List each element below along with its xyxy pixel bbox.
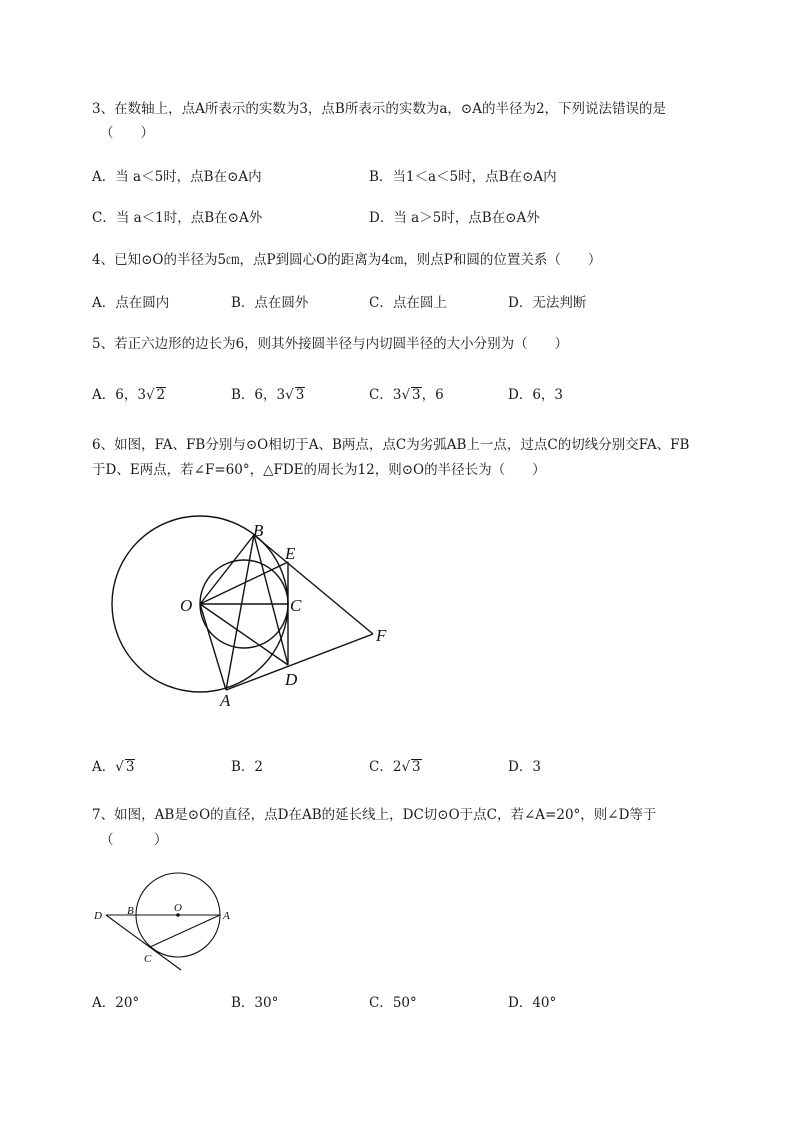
option-letter: A． xyxy=(92,759,116,775)
q3-option-b: B．当1＜a＜5时，点B在⊙A内 xyxy=(369,169,557,185)
q5-option-d xyxy=(508,386,563,404)
q6-stem-line-2: 于D、E两点，若∠F=60°，△FDE的周长为12，则⊙O的半径长为（ ） xyxy=(92,462,546,478)
segment-af xyxy=(226,634,373,690)
q4-option-d: D．无法判断 xyxy=(508,295,587,311)
q3-option-c: C．当 a＜1时，点B在⊙A外 xyxy=(92,210,263,226)
q7-option-a: A．20° xyxy=(92,995,140,1011)
q5-option-c xyxy=(369,386,444,404)
q4-option-a: A．点在圆内 xyxy=(92,295,170,311)
q6-figure xyxy=(100,510,410,710)
q7-option-b: B．30° xyxy=(231,995,279,1011)
label-c: C xyxy=(290,596,302,615)
option-letter: D． xyxy=(508,759,533,775)
option-letter: C． xyxy=(369,759,393,775)
radicand: 3 xyxy=(125,759,135,775)
label-d: D xyxy=(285,670,298,689)
option-letter: D． xyxy=(508,387,533,403)
segment-ob xyxy=(200,535,254,604)
q6-stem-line-1: 6、如图，FA、FB分别与⊙O相切于A、B两点，点C为劣弧AB上一点，过点C的切线分别交FA、FB xyxy=(92,437,690,453)
q6-option-d xyxy=(508,758,541,776)
option-value: 3 xyxy=(392,387,402,403)
q3-option-d: D．当 a＞5时，点B在⊙A外 xyxy=(369,210,540,226)
label-e: E xyxy=(285,544,296,563)
q3-stem: 3、在数轴上，点A所表示的实数为3，点B所表示的实数为a，⊙A的半径为2，下列说法错误的是 xyxy=(92,101,667,117)
option-letter: A． xyxy=(92,387,116,403)
option-letter: C． xyxy=(369,387,393,403)
q4-stem: 4、已知⊙O的半径为5㎝，点P到圆心O的距离为4㎝，则点P和圆的位置关系（ ） xyxy=(92,252,602,268)
q6-option-a xyxy=(92,758,135,776)
radicand: 3 xyxy=(295,387,305,403)
q6-option-b xyxy=(231,758,263,776)
segment-bf xyxy=(254,535,373,634)
segment-oa xyxy=(200,604,226,690)
option-value: 6，3 xyxy=(532,387,564,403)
q7-figure xyxy=(90,868,240,973)
q3-answer-paren: （ ） xyxy=(100,125,154,141)
option-value: 2 xyxy=(392,759,402,775)
option-value: 2 xyxy=(254,759,264,775)
q3-option-a: A．当 a＜5时，点B在⊙A内 xyxy=(92,169,262,185)
segment-oe xyxy=(200,562,288,604)
q7-option-d: D．40° xyxy=(508,995,557,1011)
label-a: A xyxy=(220,691,231,710)
radicand: 3 xyxy=(412,387,421,403)
option-value: 6，3 xyxy=(115,387,146,403)
option-letter: B． xyxy=(231,759,255,775)
q7-option-c: C．50° xyxy=(369,995,417,1011)
label-a: A xyxy=(223,910,230,922)
label-o: O xyxy=(180,596,193,615)
label-d: D xyxy=(94,910,102,922)
label-o: O xyxy=(174,902,182,914)
option-value: 6，3 xyxy=(254,387,286,403)
q7-stem: 7、如图，AB是⊙O的直径，点D在AB的延长线上，DC切⊙O于点C，若∠A=20°，则∠D等于 xyxy=(92,807,657,823)
option-letter: B． xyxy=(231,387,255,403)
sqrt-symbol: √ xyxy=(401,759,411,775)
label-c: C xyxy=(144,953,152,965)
option-suffix: ，6 xyxy=(421,387,444,403)
q4-option-c: C．点在圆上 xyxy=(369,295,447,311)
q5-option-a xyxy=(92,386,166,404)
label-b: B xyxy=(127,905,134,917)
q5-stem: 5、若正六边形的边长为6，则其外接圆半径与内切圆半径的大小分别为（ ） xyxy=(92,336,569,352)
sqrt-symbol: √ xyxy=(401,387,411,403)
q6-option-c xyxy=(369,758,422,776)
radicand: 2 xyxy=(156,387,166,403)
sqrt-symbol: √ xyxy=(115,759,124,775)
q5-option-b xyxy=(231,386,305,404)
segment-ba xyxy=(226,535,254,690)
q4-option-b: B．点在圆外 xyxy=(231,295,309,311)
option-value: 3 xyxy=(532,759,541,775)
sqrt-symbol: √ xyxy=(145,387,155,403)
sqrt-symbol: √ xyxy=(285,387,294,403)
label-b: B xyxy=(253,521,264,540)
q7-answer-paren: （ ） xyxy=(100,832,168,848)
label-f: F xyxy=(376,626,387,645)
radicand: 3 xyxy=(412,759,421,775)
